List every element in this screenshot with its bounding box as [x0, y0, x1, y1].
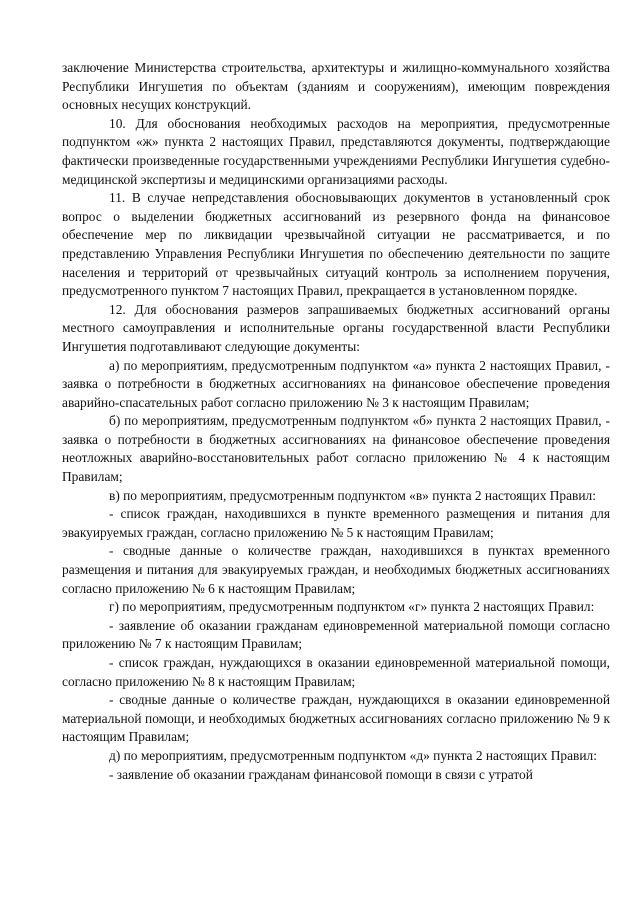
- subitem-g: г) по мероприятиям, предусмотренным подпунктом «г» пункта 2 настоящих Правил:: [109, 599, 595, 615]
- subitem-b: б) по мероприятиям, предусмотренным подпунктом «б» пункта 2 настоящих Правил, - заявка о потребности в бюджетных ассигнованиях на финансовое обеспечение проведения неотложных аварийно-восстановительных работ согласно приложению № 4 к настоящим Правилам;: [62, 413, 610, 485]
- subitem-g-list-of-citizens: - список граждан, нуждающихся в оказании единовременной материальной помощи, согласно приложению № 8 к настоящим Правилам;: [62, 655, 610, 689]
- paragraph-10: 10. Для обоснования необходимых расходов на мероприятия, предусмотренные подпунктом «ж» пункта 2 настоящих Правил, представляются документы, подтверждающие фактически произведенные государственными учреждениями Республики Ингушетия судебно-медицинской экспертизы и медицинскими организациями расходы.: [62, 115, 610, 187]
- subitem-v-list-of-citizens: - список граждан, находившихся в пункте временного размещения и питания для эвакуируемых граждан, согласно приложению № 5 к настоящим Правилам;: [62, 506, 610, 540]
- paragraph-conclusion-continuation: заключение Министерства строительства, архитектуры и жилищно-коммунального хозяйства Республики Ингушетия по объектам (зданиям и сооружениям), имеющим повреждения основных несущих конструкций.: [62, 60, 610, 113]
- subitem-g-summary-data: - сводные данные о количестве граждан, нуждающихся в оказании единовременной материальной помощи, и необходимых бюджетных ассигнованиях согласно приложению № 9 к настоящим Правилам;: [62, 692, 610, 745]
- subitem-g-application: - заявление об оказании гражданам единовременной материальной помощи согласно приложению № 7 к настоящим Правилам;: [62, 617, 610, 652]
- paragraph-12: 12. Для обоснования размеров запрашиваемых бюджетных ассигнований органы местного самоуправления и исполнительные органы государственной власти Республики Ингушетия подготавливают следующие документы:: [62, 301, 610, 354]
- subitem-v: в) по мероприятиям, предусмотренным подпунктом «в» пункта 2 настоящих Правил:: [109, 487, 596, 503]
- subitem-d-application: - заявление об оказании гражданам финансовой помощи в связи с утратой: [109, 766, 533, 782]
- subitem-v-summary-data: - сводные данные о количестве граждан, находившихся в пунктах временного размещения и питания для эвакуируемых граждан, и необходимых бюджетных ассигнованиях согласно приложению № 6 к настоящим Правилам;: [62, 543, 610, 596]
- paragraph-11: 11. В случае непредставления обосновывающих документов в установленный срок вопрос о выделении бюджетных ассигнований из резервного фонда на финансовое обеспечение мер по ликвидации чрезвычайной ситуации не рассматривается, и по представлению Управления Республики Ингушетия по обеспечению деятельности по защите населения и территорий от чрезвычайных ситуаций контроль за исполнением поручения, предусмотренного пунктом 7 настоящих Правил, прекращается в установленном порядке.: [62, 190, 610, 299]
- subitem-a: а) по мероприятиям, предусмотренным подпунктом «а» пункта 2 настоящих Правил, - заявка о потребности в бюджетных ассигнованиях на финансовое обеспечение проведения аварийно-спасательных работ согласно приложению № 3 к настоящим Правилам;: [62, 357, 610, 410]
- subitem-d: д) по мероприятиям, предусмотренным подпунктом «д» пункта 2 настоящих Правил:: [109, 747, 597, 763]
- document-page: [62, 59, 610, 784]
